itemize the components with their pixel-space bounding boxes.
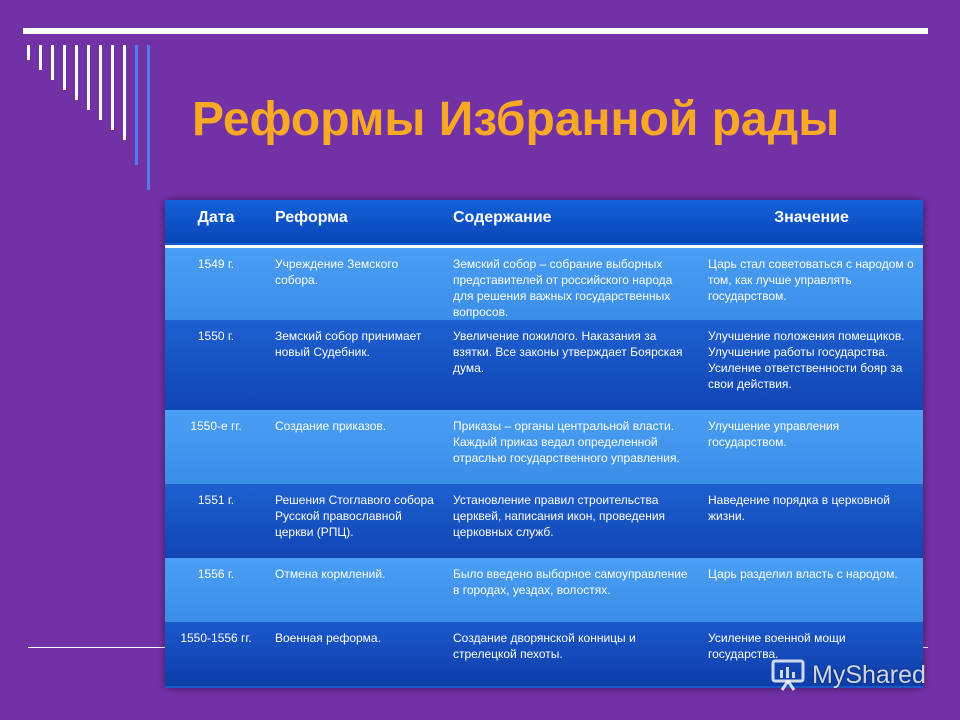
cell-reform: Учреждение Земского собора. xyxy=(275,256,399,287)
decorative-stripe xyxy=(63,45,66,90)
watermark-text: MyShared xyxy=(812,660,926,689)
cell-reform: Отмена кормлений. xyxy=(275,567,386,581)
header-content: Содержание xyxy=(453,209,552,226)
table-row xyxy=(165,410,923,484)
header-meaning: Значение xyxy=(774,209,849,226)
cell-date: 1550 г. xyxy=(197,329,235,343)
cell-reform: Военная реформа. xyxy=(275,631,381,645)
top-divider-line xyxy=(23,28,928,34)
cell-date: 1556 г. xyxy=(197,567,235,581)
cell-date: 1550-1556 гг. xyxy=(180,631,252,645)
table-header-row xyxy=(165,200,923,246)
cell-content: Приказы – органы центральной власти. Каждый приказ ведал определенной отраслью государственного управления. xyxy=(453,419,680,465)
cell-meaning: Наведение порядка в церковной жизни. xyxy=(708,493,890,523)
table-row xyxy=(165,558,923,622)
cell-content: Земский собор – собрание выборных представителей от российского народа для решения важных государственных вопросов. xyxy=(453,256,673,319)
cell-content: Увеличение пожилого. Наказания за взятки. Все законы утверждает Боярская дума. xyxy=(453,329,683,375)
cell-meaning: Улучшение положения помещиков. Улучшение работы государства. Усиление ответственности бояр за свои действия. xyxy=(708,329,905,391)
cell-date: 1549 г. xyxy=(197,256,235,271)
reforms-table-container xyxy=(165,200,923,688)
cell-reform: Создание приказов. xyxy=(275,419,387,433)
cell-meaning: Улучшение управления государством. xyxy=(708,419,840,449)
cell-meaning: Усиление военной мощи государства. xyxy=(708,631,846,661)
header-reform: Реформа xyxy=(275,209,348,226)
cell-meaning: Царь стал советоваться с народом о том, как лучше управлять государством. xyxy=(708,256,914,303)
table-row xyxy=(165,320,923,410)
cell-reform: Решения Стоглавого собора Русской православной церкви (РПЦ). xyxy=(275,493,434,539)
table-row xyxy=(165,246,923,320)
cell-meaning: Царь разделил власть с народом. xyxy=(708,567,898,581)
cell-content: Установление правил строительства церквей, написания икон, проведения церковных служб. xyxy=(453,493,666,539)
cell-content: Было введено выборное самоуправление в городах, уездах, волостях. xyxy=(453,567,688,597)
presentation-board-icon xyxy=(770,658,808,692)
cell-content: Создание дворянской конницы и стрелецкой пехоты. xyxy=(453,631,636,661)
cell-date: 1551 г. xyxy=(197,493,235,507)
decorative-stripe xyxy=(51,45,54,80)
cell-date: 1550-е гг. xyxy=(190,419,242,433)
decorative-stripe xyxy=(39,45,42,70)
slide-title: Реформы Избранной рады xyxy=(192,93,840,146)
reforms-table xyxy=(165,200,923,686)
myshared-watermark xyxy=(770,655,926,695)
decorative-stripe xyxy=(27,45,30,60)
table-row xyxy=(165,484,923,558)
header-date: Дата xyxy=(197,209,235,226)
cell-reform: Земский собор принимает новый Судебник. xyxy=(275,329,422,359)
